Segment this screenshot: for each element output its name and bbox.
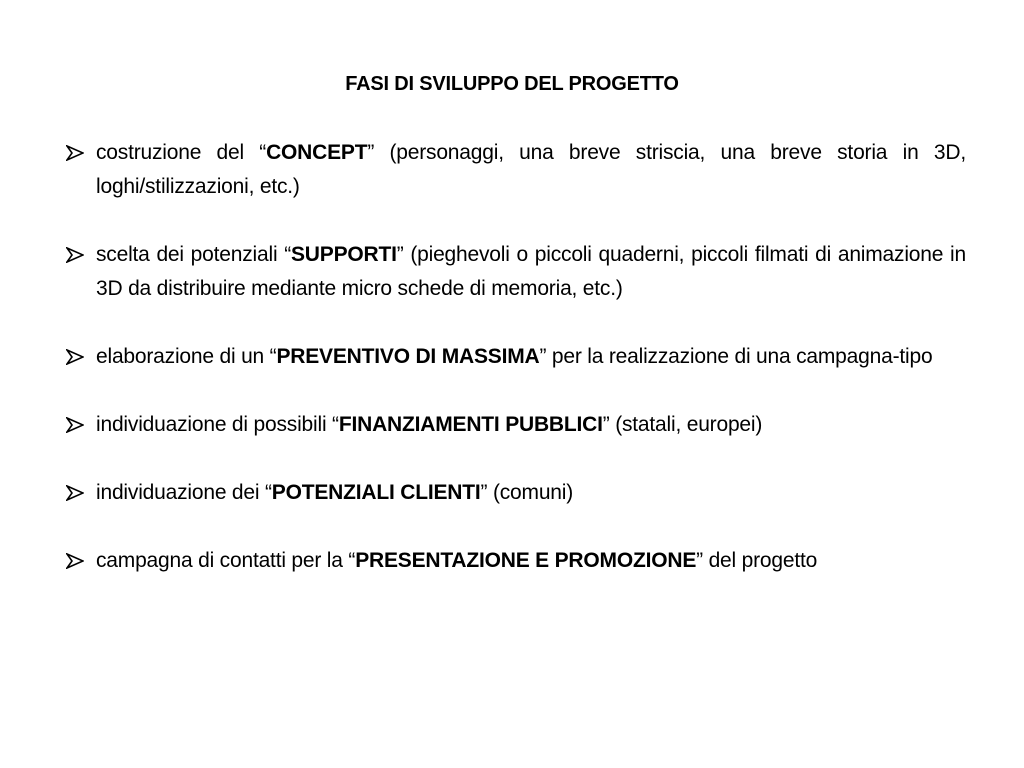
item-text-before: scelta dei potenziali “ [96, 243, 291, 266]
list-item [62, 476, 966, 510]
item-keyword: PREVENTIVO DI MASSIMA [276, 345, 540, 368]
arrow-bullet-icon [66, 145, 84, 161]
item-text-after: ” (pieghevoli o piccoli quaderni, piccoli filmati di animazione in 3D da distribuire mediante micro schede di memoria, etc.) [96, 243, 966, 300]
item-text-before: costruzione del “ [96, 141, 267, 164]
slide-title: FASI DI SVILUPPO DEL PROGETTO [345, 73, 679, 95]
item-keyword: FINANZIAMENTI PUBBLICI [338, 413, 603, 436]
item-text-before: individuazione di possibili “ [96, 413, 339, 436]
item-text-after: ” (statali, europei) [602, 413, 763, 436]
list-item [62, 408, 966, 442]
item-keyword: PRESENTAZIONE E PROMOZIONE [355, 549, 697, 572]
list-item [62, 340, 966, 374]
item-text-before: individuazione dei “ [96, 481, 272, 504]
arrow-bullet-icon [66, 553, 84, 569]
arrow-bullet-icon [66, 349, 84, 365]
list-item [62, 544, 966, 578]
item-text-before: campagna di contatti per la “ [96, 549, 356, 572]
item-text-after: ” del progetto [696, 549, 818, 572]
item-keyword: SUPPORTI [291, 243, 397, 266]
list-item [62, 136, 966, 204]
item-keyword: CONCEPT [266, 141, 368, 164]
bullet-list [62, 136, 966, 578]
arrow-bullet-icon [66, 247, 84, 263]
item-text-after: ” (comuni) [480, 481, 574, 504]
arrow-bullet-icon [66, 417, 84, 433]
arrow-bullet-icon [66, 485, 84, 501]
item-text-before: elaborazione di un “ [96, 345, 277, 368]
item-keyword: POTENZIALI CLIENTI [271, 481, 481, 504]
item-text-after: ” per la realizzazione di una campagna-tipo [539, 345, 933, 368]
list-item [62, 238, 966, 306]
item-text-after: ” (personaggi, una breve striscia, una breve storia in 3D, loghi/stilizzazioni, etc.) [96, 141, 966, 198]
